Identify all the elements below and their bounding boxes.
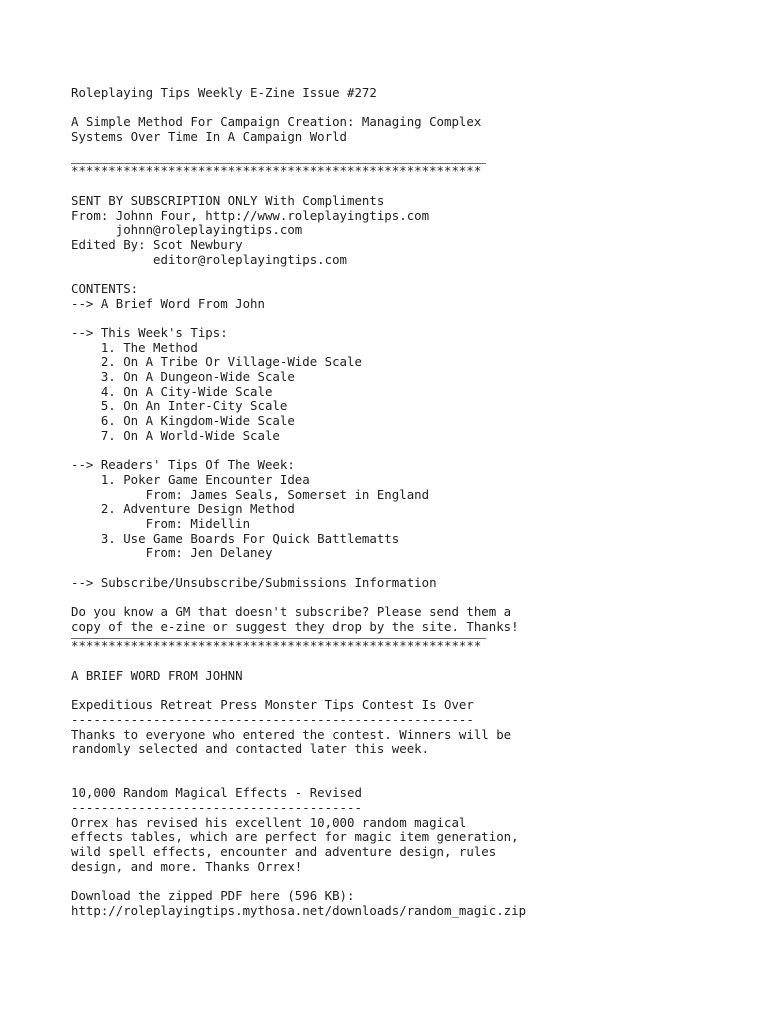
tip-item: 4. On A City-Wide Scale — [71, 383, 273, 399]
contents-heading: CONTENTS: — [71, 280, 139, 296]
blank-line — [71, 654, 751, 669]
asterisk-divider: ******************************************************* — [71, 638, 482, 654]
from-email: johnn@roleplayingtips.com — [71, 222, 303, 238]
tip-item: 3. On A Dungeon-Wide Scale — [71, 369, 295, 385]
section-heading: A BRIEF WORD FROM JOHNN — [71, 667, 243, 683]
contents-item: --> Subscribe/Unsubscribe/Submissions Information — [71, 574, 437, 590]
tip-item: 2. On A Tribe Or Village-Wide Scale — [71, 354, 362, 370]
edited-by-line: Edited By: Scot Newbury — [71, 236, 243, 252]
contents-item: --> A Brief Word From John — [71, 295, 265, 311]
reader-tip-item: 3. Use Game Boards For Quick Battlematts — [71, 530, 400, 546]
article-body: wild spell effects, encounter and adventure design, rules — [71, 844, 497, 860]
ezine-document — [71, 86, 751, 919]
article-body: design, and more. Thanks Orrex! — [71, 858, 303, 874]
editor-email: editor@roleplayingtips.com — [71, 251, 348, 267]
reader-tip-author: From: James Seals, Somerset in England — [71, 486, 430, 502]
from-line: From: Johnn Four, http://www.roleplayingtips.com — [71, 207, 430, 223]
share-request: copy of the e-zine or suggest they drop by the site. Thanks! — [71, 618, 519, 634]
tip-item: 5. On An Inter-City Scale — [71, 398, 288, 414]
tip-item: 7. On A World-Wide Scale — [71, 427, 280, 443]
reader-tip-item: 2. Adventure Design Method — [71, 501, 295, 517]
reader-tip-author: From: Jen Delaney — [71, 545, 273, 561]
reader-tip-item: 1. Poker Game Encounter Idea — [71, 471, 310, 487]
blank-line — [71, 179, 751, 194]
article-title: Expeditious Retreat Press Monster Tips Contest Is Over — [71, 697, 474, 713]
download-link: http://roleplayingtips.mythosa.net/downloads/random_magic.zip — [71, 902, 527, 918]
dash-underline: ------------------------------------------------------ — [71, 711, 474, 727]
blank-line — [71, 757, 751, 772]
share-request: Do you know a GM that doesn't subscribe? Please send them a — [71, 604, 512, 620]
blank-line — [71, 145, 751, 160]
blank-line — [71, 561, 751, 576]
tip-item: 1. The Method — [71, 339, 198, 355]
issue-headline: A Simple Method For Campaign Creation: Managing Complex — [71, 114, 482, 130]
blank-line — [71, 874, 751, 889]
subscription-note: SENT BY SUBSCRIPTION ONLY With Compliments — [71, 192, 385, 208]
download-note: Download the zipped PDF here (596 KB): — [71, 888, 355, 904]
asterisk-divider: ******************************************************* — [71, 163, 482, 179]
tip-item: 6. On A Kingdom-Wide Scale — [71, 413, 295, 429]
blank-line — [71, 772, 751, 787]
zine-title: Roleplaying Tips Weekly E-Zine Issue #272 — [71, 85, 377, 100]
blank-line — [71, 101, 751, 116]
article-body: Orrex has revised his excellent 10,000 random magical — [71, 814, 467, 830]
dash-underline: --------------------------------------- — [71, 800, 362, 815]
issue-headline: Systems Over Time In A Campaign World — [71, 129, 348, 145]
article-title: 10,000 Random Magical Effects - Revised — [71, 785, 362, 801]
contents-item: --> Readers' Tips Of The Week: — [71, 457, 295, 473]
blank-line — [71, 684, 751, 699]
contents-item: --> This Week's Tips: — [71, 325, 228, 340]
article-body: effects tables, which are perfect for magic item generation, — [71, 829, 519, 845]
article-body: Thanks to everyone who entered the contest. Winners will be — [71, 726, 512, 742]
reader-tip-author: From: Midellin — [71, 515, 251, 531]
blank-line — [71, 267, 751, 282]
article-body: randomly selected and contacted later this week. — [71, 741, 430, 757]
blank-line — [71, 444, 751, 459]
blank-line — [71, 590, 751, 605]
blank-line — [71, 311, 751, 326]
